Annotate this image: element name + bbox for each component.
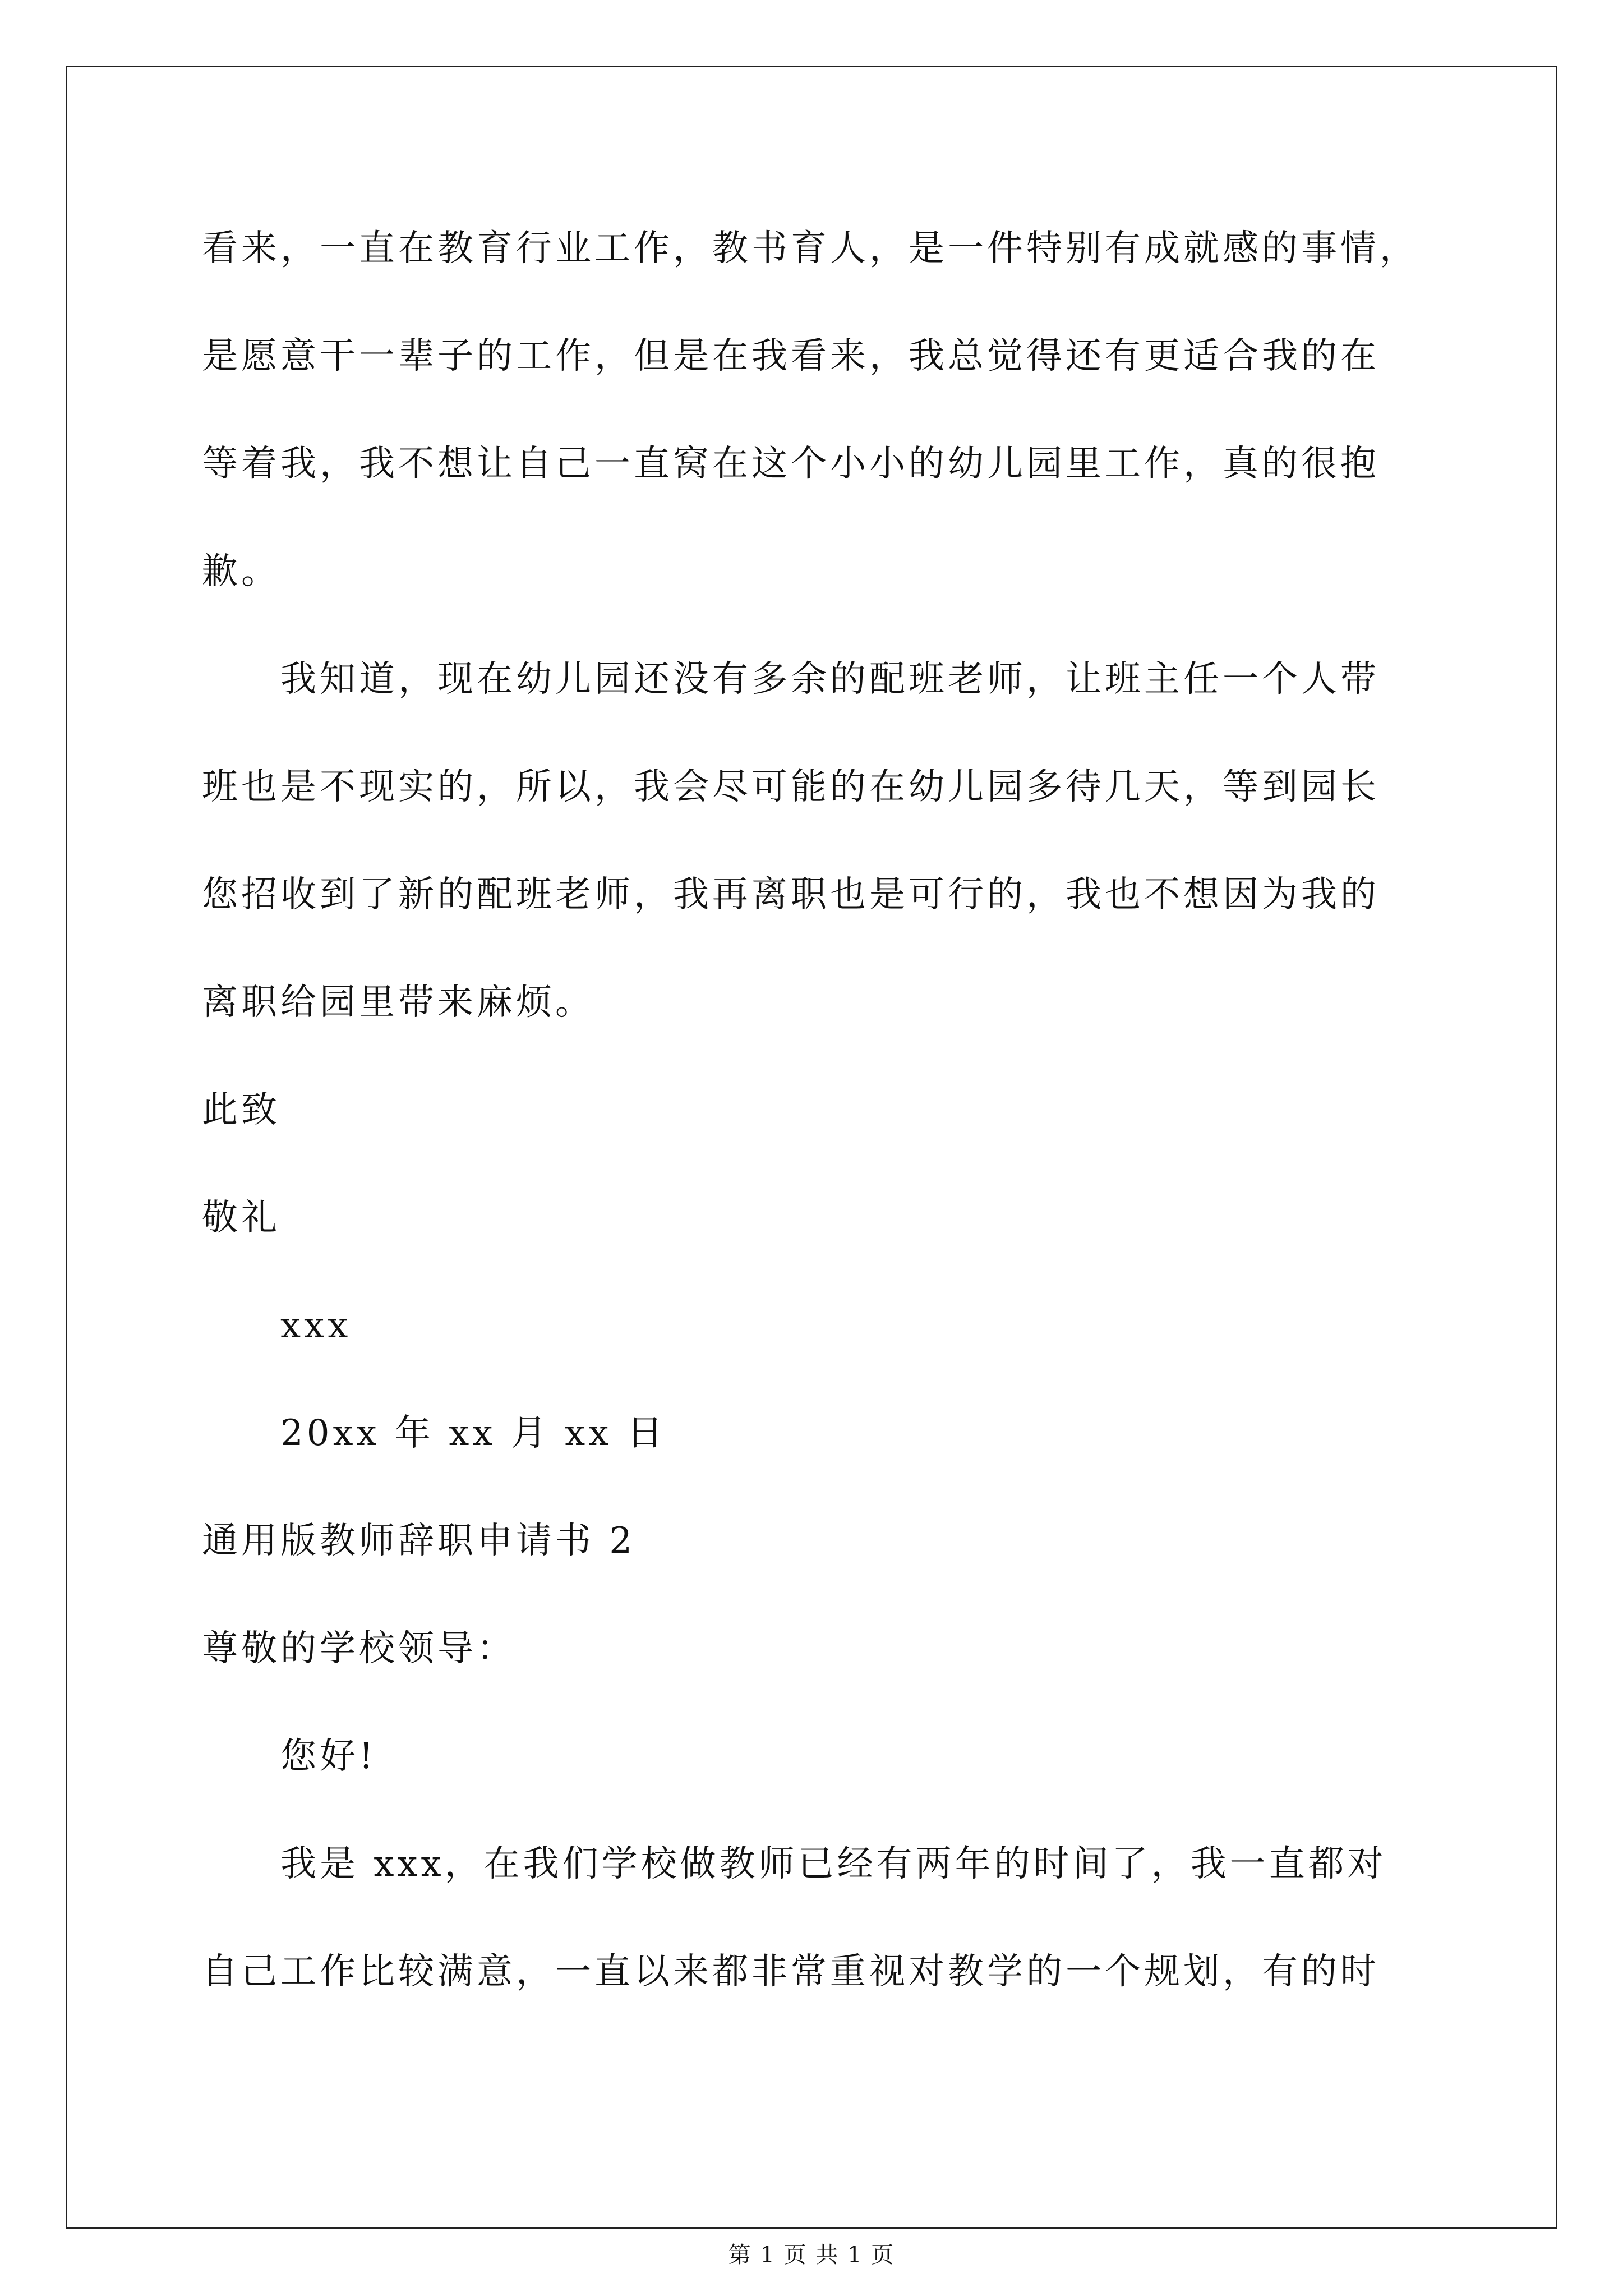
paragraph-line: 班也是不现实的，所以，我会尽可能的在幼儿园多待几天，等到园长 [202,766,1380,808]
paragraph-line: 看来，一直在教育行业工作，教书育人，是一件特别有成就感的事情， [202,228,1419,269]
paragraph-line: 您招收到了新的配班老师，我再离职也是可行的，我也不想因为我的 [202,874,1380,915]
closing-phrase: 此致 [202,1089,280,1131]
section-title: 通用版教师辞职申请书 2 [202,1520,636,1562]
salutation: 尊敬的学校领导： [202,1628,516,1669]
date-line: 20xx 年 xx 月 xx 日 [280,1412,666,1454]
paragraph-line: 歉。 [202,551,280,592]
paragraph-line: 等着我，我不想让自己一直窝在这个小小的幼儿园里工作，真的很抱 [202,443,1380,485]
paragraph-line: 离职给园里带来麻烦。 [202,982,594,1023]
paragraph-line: 自己工作比较满意，一直以来都非常重视对教学的一个规划，有的时 [202,1951,1380,1993]
closing-salute: 敬礼 [202,1197,280,1239]
paragraph-line: 我知道，现在幼儿园还没有多余的配班老师，让班主任一个人带 [280,659,1380,700]
page-border [66,66,1557,2229]
page-footer: 第 1 页 共 1 页 [728,2242,895,2268]
greeting: 您好! [280,1736,377,1777]
paragraph-line: 我是 xxx，在我们学校做教师已经有两年的时间了，我一直都对 [280,1843,1387,1885]
paragraph-line: 是愿意干一辈子的工作，但是在我看来，我总觉得还有更适合我的在 [202,335,1380,377]
signature: xxx [280,1305,352,1346]
